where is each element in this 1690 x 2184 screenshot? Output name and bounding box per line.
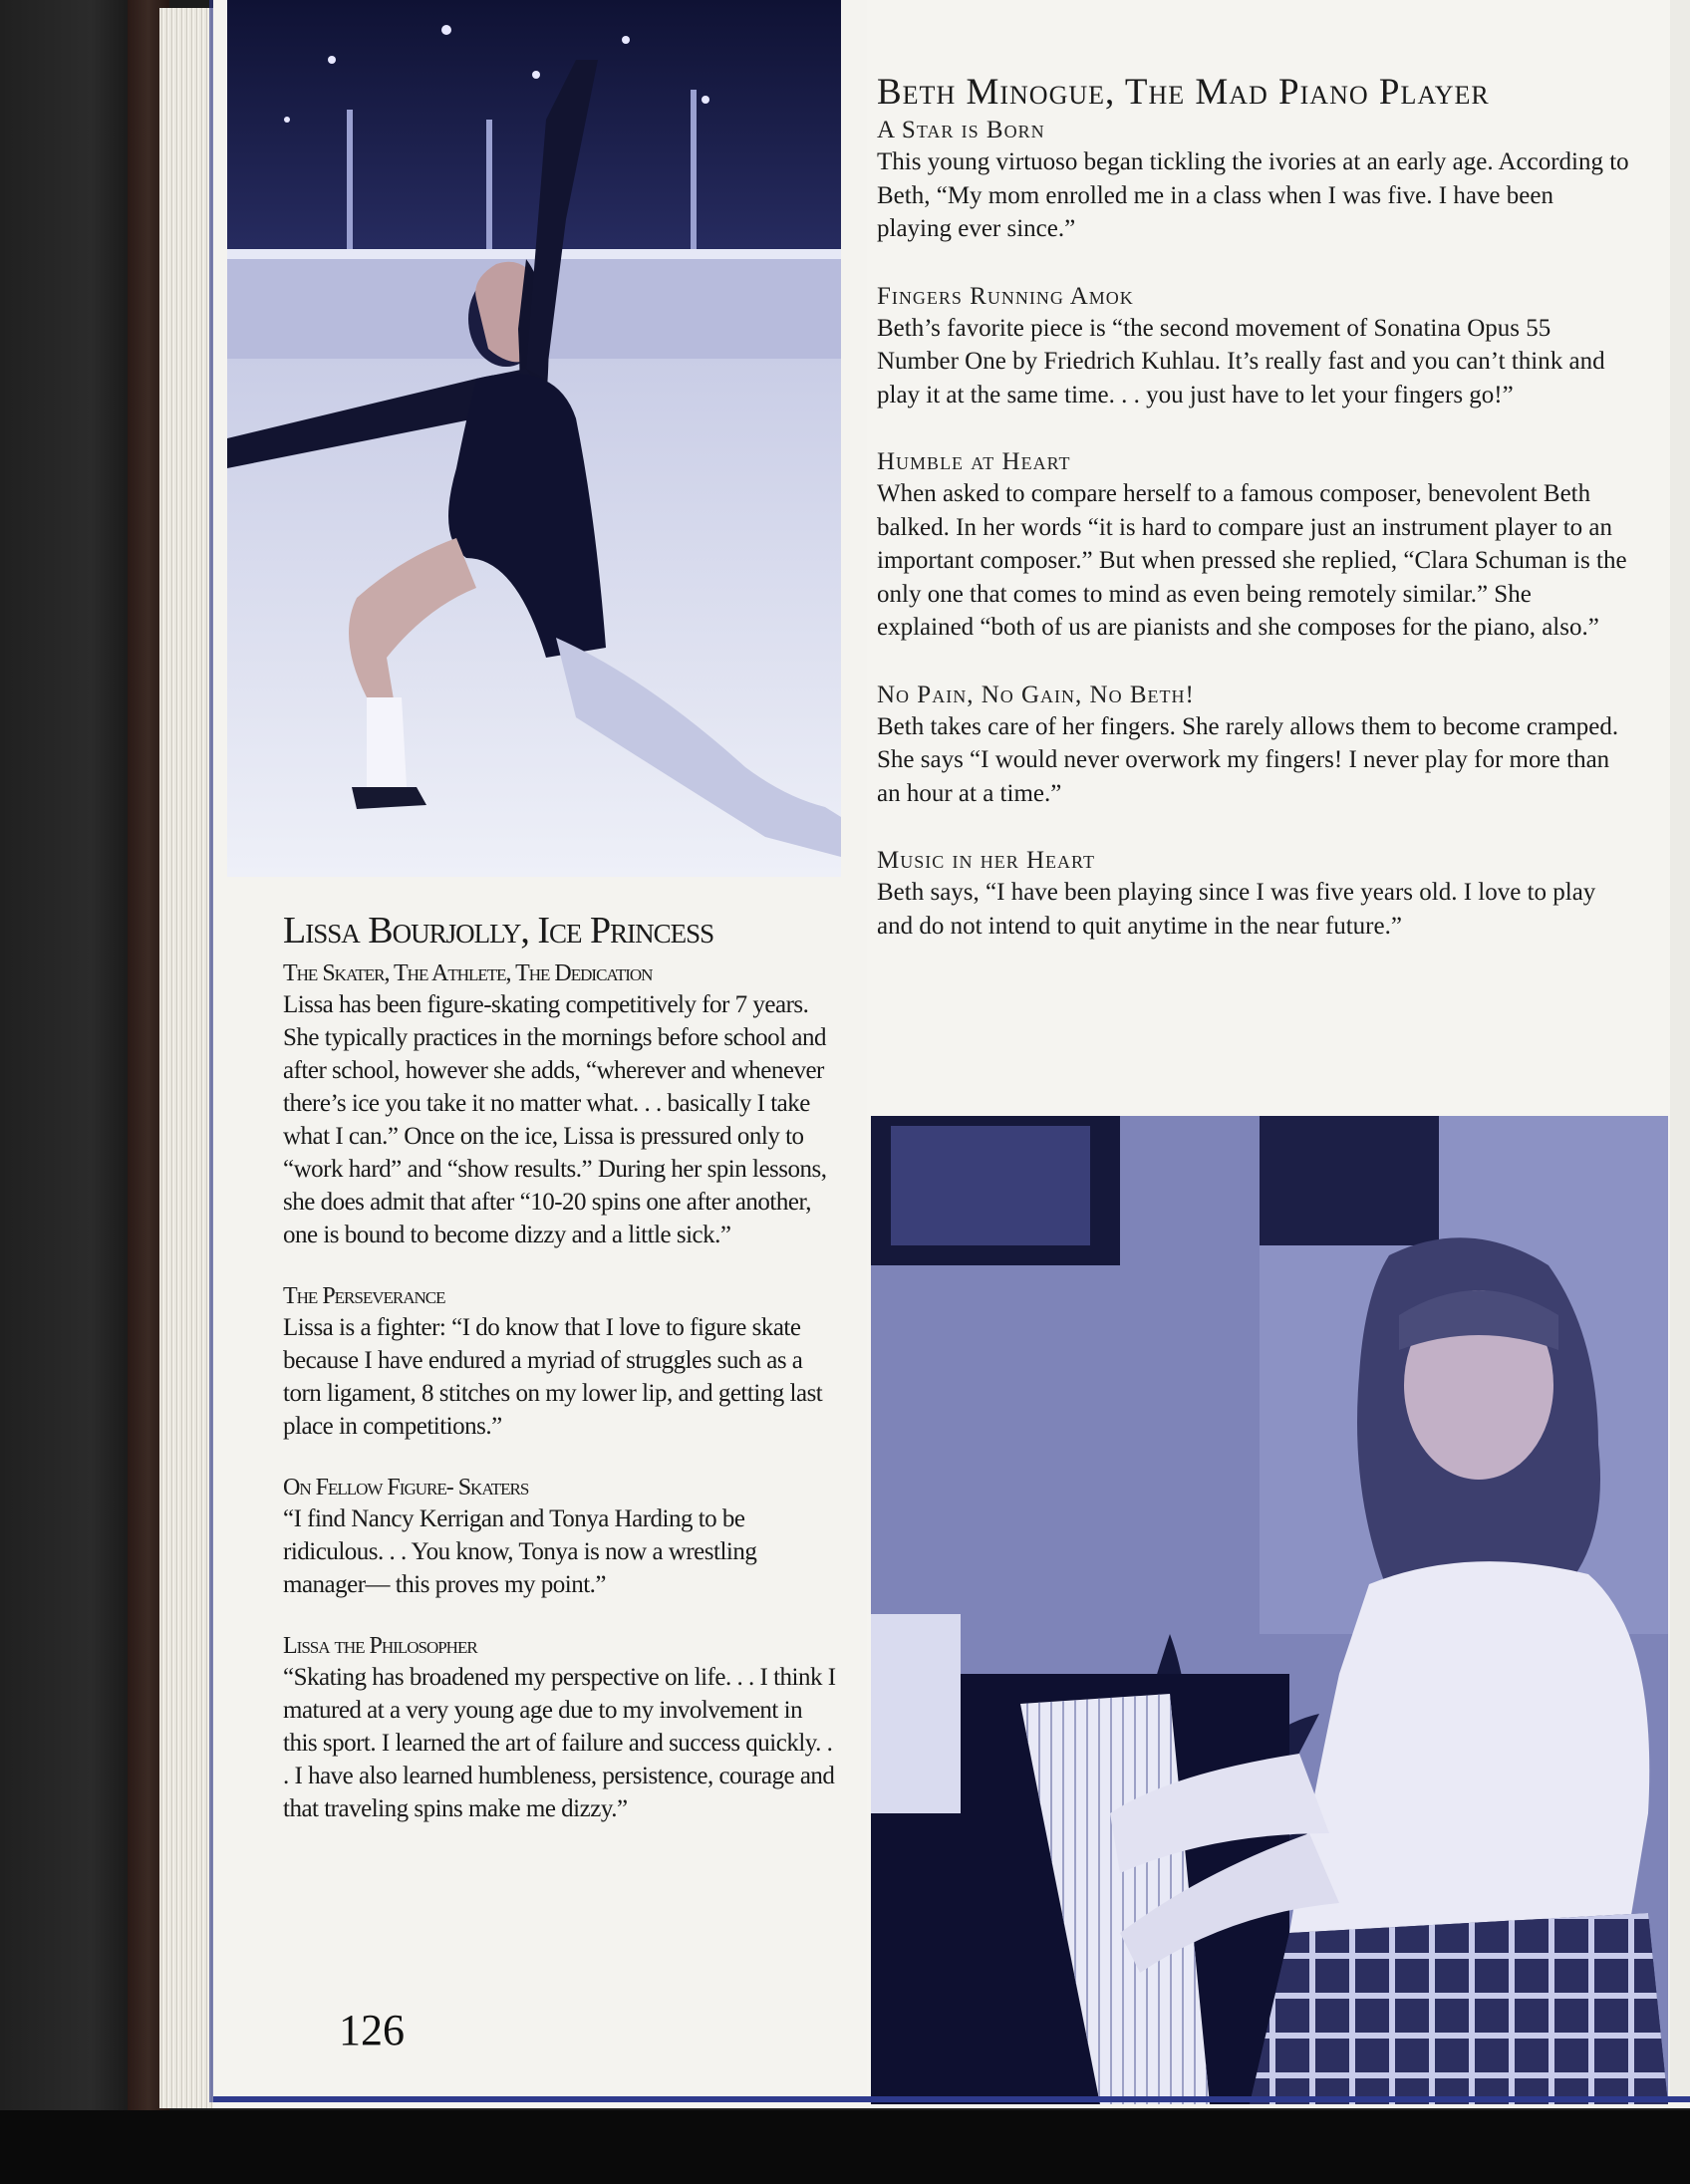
- left-section-body: Lissa is a fighter: “I do know that I love to figure skate because I have endured a myriad of struggles such as a torn ligament, 8 stitches on my lower lip, and getting last place in competitions.”: [283, 1314, 823, 1440]
- right-section-heading: Humble at Heart: [877, 448, 1071, 475]
- left-article: [283, 909, 841, 1825]
- piano-photo: [871, 1116, 1668, 2104]
- right-section-heading: No Pain, No Gain, No Beth!: [877, 681, 1195, 708]
- page-stack-edge: [159, 8, 215, 2108]
- facing-page-edge: [1670, 0, 1690, 2102]
- skater-illustration: [227, 0, 841, 877]
- background-left: [0, 0, 130, 2184]
- left-section-heading: On Fellow Figure- Skaters: [283, 1475, 529, 1501]
- right-section-body: Beth says, “I have been playing since I was five years old. I love to play and do not intend to quit anytime in the near future.”: [877, 879, 1596, 940]
- right-section-body: Beth takes care of her fingers. She rarely allows them to become cramped. She says “I would never overwork my fingers! I never play for more than an hour at a time.”: [877, 712, 1619, 807]
- left-article-title: Lissa Bourjolly, Ice Princess: [283, 910, 714, 952]
- right-section-body: This young virtuoso began tickling the ivories at an early age. According to Beth, “My mom enrolled me in a class when I was five. I have been playing ever since.”: [877, 148, 1629, 242]
- right-section-heading: A Star is Born: [877, 117, 1045, 143]
- left-section-body: “Skating has broadened my perspective on life. . . I think I matured at a very young age due to my involvement in this sport. I learned the art of failure and success quickly. . . I have also learned humbleness, persistence, courage and that traveling spins make me dizzy.”: [283, 1664, 836, 1822]
- left-section-heading: The Perseverance: [283, 1283, 445, 1309]
- right-section-heading: Music in her Heart: [877, 847, 1095, 874]
- left-section-heading: Lissa the Philosopher: [283, 1633, 477, 1659]
- right-article: [877, 70, 1634, 943]
- page-border-bottom: [213, 2096, 1690, 2102]
- right-section-heading: Fingers Running Amok: [877, 282, 1134, 310]
- right-section-body: Beth’s favorite piece is “the second movement of Sonatina Opus 55 Number One by Friedrich Kuhlau. It’s really fast and you can’t think and play it at the same time. . . you just have to let your fingers go!”: [877, 314, 1605, 409]
- right-section-body: When asked to compare herself to a famous composer, benevolent Beth balked. In her words “it is hard to compare just an instrument player to an important composer.” But when pressed she replied, “Clara Schuman is the only one that comes to mind as even being remotely similar.” She explained “both of us are pianists and she composes for the piano, also.”: [877, 480, 1627, 641]
- skater-photo: [227, 0, 841, 877]
- left-section-body: Lissa has been figure-skating competitively for 7 years. She typically practices in the mornings before school and after school, however she adds, “wherever and whenever there’s ice you take it no matter what. . . basically I take what I can.” Once on the ice, Lissa is pressured only to “work hard” and “show results.” During her spin lessons, she does admit that after “10-20 spins one after another, one is bound to become dizzy and a little sick.”: [283, 991, 827, 1248]
- right-article-title: Beth Minogue, The Mad Piano Player: [877, 72, 1490, 113]
- page-number: 126: [339, 2006, 405, 2054]
- left-section-heading: The Skater, The Athlete, The Dedication: [283, 960, 653, 986]
- left-section-body: “I find Nancy Kerrigan and Tonya Harding to be ridiculous. . . You know, Tonya is now a wrestling manager— this proves my point.”: [283, 1505, 757, 1598]
- pianist-illustration: [871, 1116, 1668, 2104]
- background-bottom: [0, 2110, 1690, 2184]
